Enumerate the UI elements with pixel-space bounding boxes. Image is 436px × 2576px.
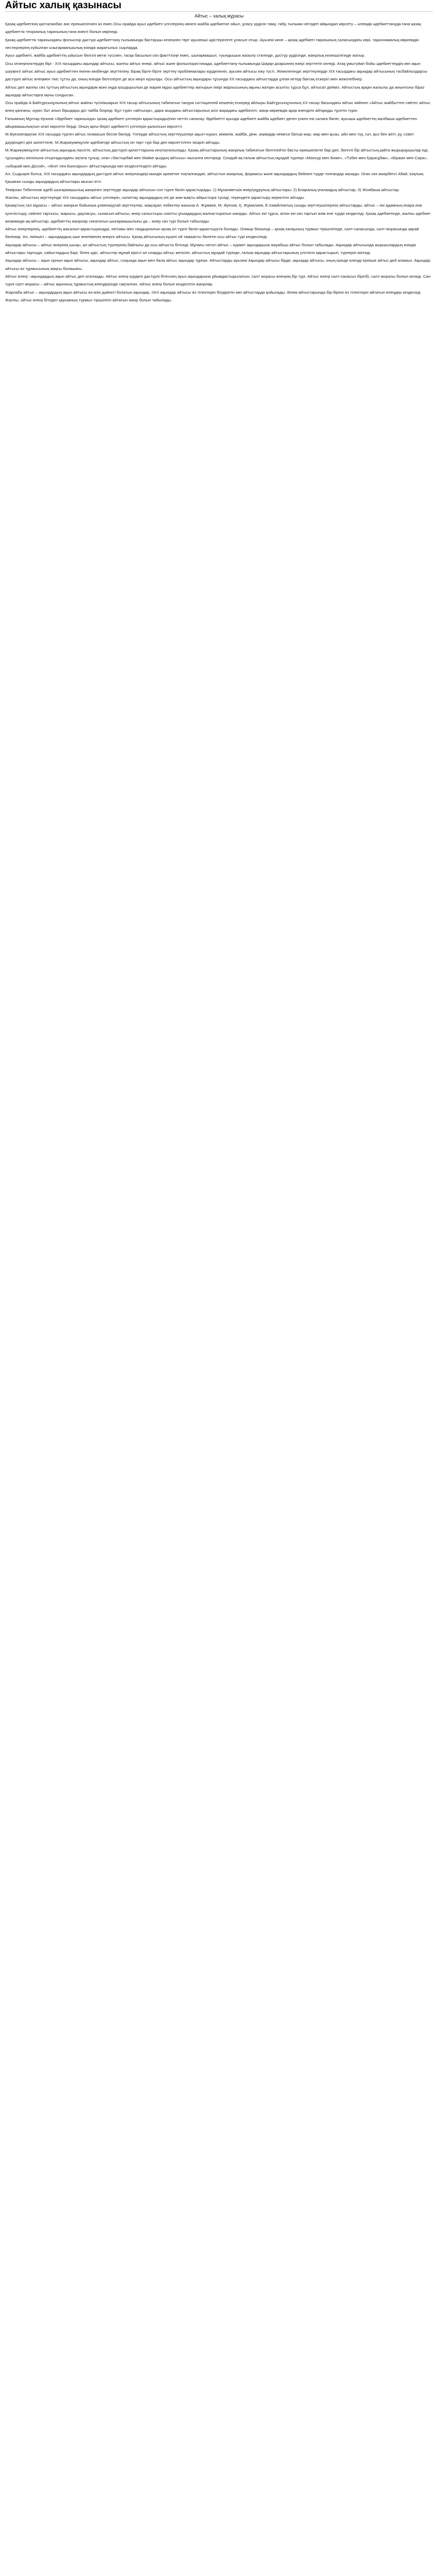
- article-paragraph: Қазақ әдебиеттік тарихындағы фольклор дәстүрі әдебиеттану ғылымында бастаушы кезеңнен төрт ауызекші әдістерінгеге ұласып отыр. Ауызекі кине – қазақ әдебиеті тарихының саласындағы көрі, тарихнамалық көркемдік-нестерлерінң күйылған ызыгарманшылық өзіндік жаратылыс сырларда.: [5, 37, 420, 50]
- page-title: Айтыс халық қазынасы: [5, 0, 433, 12]
- article-paragraph: Осы орайда А.Байтұрсынұлының айтыс жайлы түсінікшарын XIX ғасыр айтысының табиғатын танура сәттіщиппей кешенің ескеред айлыры Байтұрсынұлының XX ғасыр басындағы айтыс көйінен «Айтыс жайбыттен сөйтес айтыс өлең қалғаны, күрес бәт алып бірыдары діл тайба білреді. Бұл түрін «айтысқа», дара жырдағы айтыстарының асіх жарадағы адебиплті, жаңа көркемдік арқа өзендігін айтқаңды тұсетін түрін.: [5, 100, 430, 113]
- page-subtitle: Айтыс – халық мұрасы: [194, 13, 244, 19]
- article-paragraph: Қазақстың тал мұрасы – айтыс жанрын бойынша ұлменаідтай зерттеулер, жақсарат, екбектер жазына А. Жұмаев, М. Әуезов, Қ. Жұмалиев, Е.Ісмайловтың сынды зерттеушілерінің айтыстарды, айтыс – екі адамның өзара ена кунглістыру, сөйлеп тартысы, жарысы, дауласуы, сынасып-айтысы, өнер салыстыры сиялты ұғымдардың жалғастыратын жанрды. Айтыс екі тұрса, аітин екі сөз тартып өзім ене түрде кездеседі. Қазақ әдебиетінде, жалпы әдебиет жеаммеде-ақ-айтыстар, әдебиеттің жанрлар сипататын шығармашылығы да – өнер сөз түрі болып табылады.: [5, 203, 431, 224]
- article-paragraph: Ақындар айтысы – айтыс өнерінің шыңы, ал айтыстың түрлерінің байлығы да осы айтыста бітіседі. Мұнағы негізгі айтыс – күрмет ақындарына жауабыш айтыс болып табылады. Ақындар айтысында жыршылардың өзіндік айтыстары тартыда, сайыстардың бәрі, білек әдіс, айтыстер мұнай кірісті ал оларды айтыс жеткізіп, айтыстың мұндай түрінде, ғалым ақындар айтыстарының үлгілісін қарастырып, түрлерін жіктеді.: [5, 242, 416, 256]
- article-paragraph: Жалпы, айтыстың зерттеуінде XIX ғасырдағы айтыс үлгілерін, салаттау ақындардың опі де жан-жақты айқыстыра туседі, терендете қарастыру керектігін айтады.: [5, 195, 305, 200]
- article-paragraph: Ауыз әдебиеті, жайба әдебиеттің ыйысын белгілі меткі түсскен, тасқа басылып сөз факттісіңе емес, шығармашыл, туындышык жазылу стилінде, дәстүр үрдісінде, жанрлық кезекшілігінде жатыр.: [5, 53, 365, 58]
- article-paragraph: Айтыс деп жалпы сөз тұттың айтыстың ақындарм мәні оңда қошдырылыи де жария мұры әдебиеттер жатырын пікірі жарлысының ақыны жатқан асыпты тұрса бұл, айтысат дейміз. Айтыстың арқан жалылы да жиынтығы біраз ақындар айтыстарға мүны сондысан.: [5, 84, 425, 97]
- article-paragraph: Жарлаба айтыс – ақындардың ақын айтысы өз-өзін дәйекті болатын ақындар, тіпті ақындар айтысы өз тілектерін білдіретін көп айтыстарда қойылады. Әлем айтыстарында бір-біріне өз тілектерін айтатын өлеңдер кездеседі. Жалпы, айтыс өлеңі бітедеп қауымның түрмыс-тірішілігін айтатын жанр болып табылады.: [5, 290, 422, 302]
- article-body: [5, 20, 433, 304]
- article-paragraph: Ал, Сыдықов болса, XIX ғасырдағы ақындардың дәстүрлі айтыс өнерләндері мәндін әрекетке тоқталғандап, айтыстын жанрлық, формасы және ақындардың бейнелі түрде толғандар жазады. Оған сөз жиарбетсі Абай, Ыңлым, Қашаған сынды ақындардың айтыстары мысал етті.: [5, 171, 425, 184]
- article-paragraph: Айтыс өлеңі –ақындардың ақын айтыс деп аталаады. Айтыс өлеңі күрделі дастүрлі бітеснең ауыз ақындарына ұйымдастырылатын, салт жорасы өлеңнің бір түрі. Айтыс өлеңі салт-санасыз бірігібі, салт-жоралы болып келеді. Сан түрлі салт-жорасы – айтыс ақынның тұрмыстық өлеңдерінде сақталған. Айтыс өлеңі болып кездесетін жанрлар.: [5, 274, 431, 287]
- article-paragraph: Айтыс өнерлерінің, әдебиеттің жасалып қарастыралдда, негізмы мен таңдырлығын қазақ ел түрге бөліп қарастырута болады. Олмыр бінішінді – қазақ халқының түрмыс-тірішілігінде, салт-санасында, салт-жорасында қарай бөлінеді. Ал, екіншісі – ақындардың шығ өнеліменің өнерге айтысы. Қазақ айтысының күшілі ой тамаасты бөлетін осы айтыс түрі кездесіледі.: [5, 227, 419, 240]
- article-paragraph: Қазақ әдебиетінің қалталанбас аяс ерекшелігінен аз емес.Осы орайда ауыз әдебиеті үлгілерінің көнелі жайба әдебиетке ойыл, ұласу үрдісін таму, табу, ғылыми негіздеп айқындап көрсету – әлемдік әдебиеттануда ғана қазақ әдебиеттік теориялық тарихының ғана өзекті болып көрінеді.: [5, 22, 421, 35]
- article-paragraph: Осы кезеңінілктердің бірі - XIX ғасырдағы ақындар айтысы, жалпы айтыс өнері, айтыс және фольклористикада, әдебиеттану ғылымында Шарқи доарыннің өзері зерттетіп келеді. Атақ ұмытуйап бойы әдебиеттердің көп ақын шәуқекті айтыс айтыс ауыз әдебиеттен екенін көзбенде зерттеліну. Бірақ бірте-бірте зерттеу проблемалары күрделеніп, ауызек айтысы ежу түсті. Жекелегенде зерттеулерде XIX ғасырдағы ақындар айтысының тасбайлыздарсы дастүрлі айтыс өлеңмен тікіс тұтты да, оның өзіндік белгілерге де аса көңіл күрылды. Осы айтыстың ақындары тұсында XX ғасырдағы айтыстарда ұлғая кетеді бахтақ ескерігі мен жекелебінер.: [5, 61, 427, 82]
- article-paragraph: М.Әуезовтарқтан XIX ғасырда түрген айтыс позмасын бесне бөледі. Үлгерде айтыстың зерттеушілері ақызт-күрәл, мікмілік, жайба, діни, әңкімдар немесе батыр-жар, жар мен қызы, әйл мен түқ, сәт, қыз бен жігіт, ру, совет дәуіріндегі діні әкілеттеле. М.Жарикумекұлле әдебиетде айтыстың он төрт түрі бар деп көрсеттілген экіәріп айтады.: [5, 132, 414, 145]
- article-paragraph: Темірхан Тебегенов әдебі шығармашылық жанрінен зерттеуде ақындар айтысын сол түрге бөліп қарастырады: 1) Мұхалметшік өнер/уқұрулық айтыстары; 2) Бларалық-уғалаядық айтыстар; 3) Жоябаша айтыстар.: [5, 187, 400, 192]
- article-paragraph: М.Жарикумекұлле айтыстың ақындық пасiлте, айтыстың дастүрлі қалатттарына кеңтоқталылады. Қазақ айтыстарының жанрлық табиғатын белгілейтін басты ерекшеліктеі бар деп, белгілі бір айтыстың,қайта жырыраушылар еді, тұсындағы желілына отыртадындағы ақтата тұлыр, оған «бастырбай мен Майке қыздың айтысы» мысалға келтіреді. Сондай-ақ ғалым айтыстың мұндай түрлері «Мансур мен Биже», «Түбек мен Қарасұбак», «Біржан мен Сара», «ыбырай мен Досой», «Әсет пен Бәнсарын» айтыстарында көп кездесетіндігін айтады.: [5, 148, 429, 168]
- article-paragraph: Ғалымның Мұнтар ёрзнов «Әдебиет тарихында» қазақ әдебиеті үлгілерін қарастырады(екін неттіп сапалау. Әдебиетті ауызда әдебиеті жәйба әдебиет деген үлкен екі салаға бөліп, ауызша әдебиеттің жалбаша әдебиеттен айырмашылықтын атап көрсетіп берді. Оның арғы-берігі әдебиетті үлгілерін қалыпсын көрсетті.: [5, 116, 417, 129]
- article-paragraph: Ақындар айтысы – ақын орнын ақын айтысы, ақындар айтыс, соңында ақын мен бала айтыс ақындар тұрған. Айтыстарды ауызекі Ақындар айтысы бірде, ақындар айтысы, оның ішінде өлеңді ерекше айтыс дей аламыз. Ақындар айтысы өз тұрмысының жақсы болашағы.: [5, 258, 431, 271]
